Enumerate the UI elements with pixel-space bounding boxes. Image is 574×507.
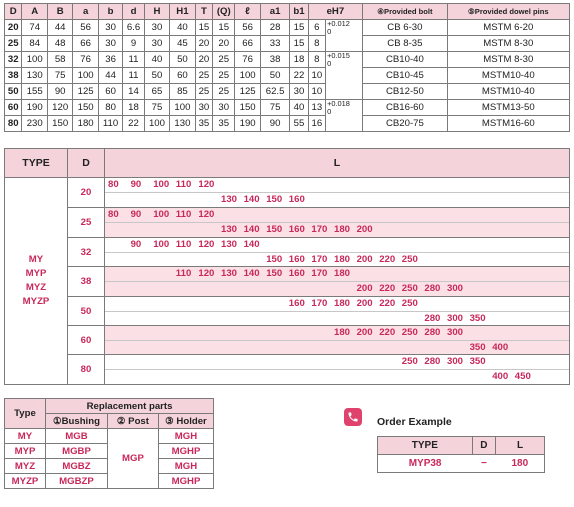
dim-header-cell: b (98, 4, 122, 20)
dim-cell: 120 (47, 100, 72, 116)
length-value: 160 (288, 253, 305, 265)
dim-cell: 38 (260, 52, 289, 68)
order-example-title: Order Example (377, 416, 452, 428)
length-d-cell: 32 (68, 238, 105, 267)
rp-post: MGP (107, 429, 158, 489)
length-d-cell: 38 (68, 267, 105, 296)
type-myzp: MYZP (22, 296, 50, 307)
length-value: 120 (198, 209, 215, 221)
dim-header-cell: ⑤Provided dowel pins (447, 4, 569, 20)
oe-d-value: − (472, 455, 495, 473)
length-value: 140 (243, 268, 260, 280)
dim-cell: CB20-75 (363, 116, 447, 132)
dim-cell: MSTM 8-30 (447, 36, 569, 52)
length-value: 170 (311, 224, 328, 236)
length-value: 250 (401, 356, 418, 368)
dim-cell: 15 (213, 20, 235, 36)
length-value: 220 (379, 283, 396, 295)
length-value: 280 (424, 312, 441, 324)
length-value: 130 (221, 238, 238, 250)
rp-type: MYZ (5, 459, 46, 474)
length-row-d25 (68, 207, 569, 237)
dim-cell: 22 (123, 116, 144, 132)
length-band-top (105, 267, 569, 281)
dim-cell: 40 (170, 20, 195, 36)
table-row (5, 100, 570, 116)
dim-cell: 10 (308, 84, 325, 100)
dim-cell: 15 (290, 36, 308, 52)
length-value: 90 (130, 209, 142, 221)
length-band-bottom (105, 369, 569, 384)
rp-holder: MGH (158, 429, 213, 444)
length-value: 110 (175, 209, 192, 221)
length-value: 110 (175, 179, 192, 190)
dimension-table-body (5, 20, 570, 132)
dim-cell: 50 (144, 68, 169, 84)
oe-type-value: MYP38 (378, 455, 473, 473)
length-value: 160 (288, 194, 305, 205)
table-row (5, 84, 570, 100)
phone-icon (344, 408, 362, 426)
rp-holder: MGHP (158, 444, 213, 459)
dim-cell: 33 (260, 36, 289, 52)
length-value: 220 (379, 297, 396, 309)
dim-header-cell: d (123, 4, 144, 20)
length-value: 200 (356, 253, 373, 265)
dim-cell: 25 (195, 68, 212, 84)
length-d-cell: 60 (68, 326, 105, 355)
dim-header-cell: ℓ (235, 4, 260, 20)
dim-header-cell: A (22, 4, 47, 20)
dim-cell: 190 (22, 100, 47, 116)
dim-cell: MSTM10-40 (447, 68, 569, 84)
dim-cell: 25 (213, 52, 235, 68)
length-value: 140 (243, 238, 260, 250)
dim-cell: 8 (308, 36, 325, 52)
dim-header-cell: T (195, 4, 212, 20)
dim-cell: 30 (195, 100, 212, 116)
length-value: 200 (356, 224, 373, 236)
length-row-d20 (68, 178, 569, 207)
dim-cell: MSTM16-60 (447, 116, 569, 132)
dim-header-cell: b1 (290, 4, 308, 20)
rp-bushing: MGBP (46, 444, 108, 459)
dim-cell: 155 (22, 84, 47, 100)
dim-cell: 190 (235, 116, 260, 132)
length-value: 450 (514, 371, 531, 383)
dim-header-cell: D (5, 4, 22, 20)
dim-header-cell: H1 (170, 4, 195, 20)
length-value: 150 (266, 224, 283, 236)
length-value: 200 (356, 297, 373, 309)
dim-cell: 9 (123, 36, 144, 52)
dim-cell: 100 (235, 68, 260, 84)
dim-d-cell: 25 (5, 36, 22, 52)
table-row (5, 20, 570, 36)
length-value: 170 (311, 253, 328, 265)
dim-cell: 20 (195, 36, 212, 52)
length-value: 170 (311, 297, 328, 309)
dim-cell: 100 (144, 116, 169, 132)
length-value: 130 (221, 194, 238, 205)
length-value: 180 (334, 268, 351, 280)
length-value: 220 (379, 253, 396, 265)
dim-cell: 16 (308, 116, 325, 132)
length-value: 350 (469, 342, 486, 353)
d-header: D (68, 149, 105, 177)
l-header: L (333, 157, 341, 169)
dim-cell: 150 (47, 116, 72, 132)
dim-cell: 55 (290, 116, 308, 132)
oe-l-header: L (496, 437, 545, 455)
dim-cell: 130 (170, 116, 195, 132)
dim-cell: 56 (235, 20, 260, 36)
length-value: 250 (401, 297, 418, 309)
length-value: 90 (130, 238, 142, 250)
dim-cell: 60 (170, 68, 195, 84)
dim-cell: 35 (195, 116, 212, 132)
dim-cell: 66 (235, 36, 260, 52)
dim-cell: 28 (260, 20, 289, 36)
dim-cell: 150 (235, 100, 260, 116)
table-row (5, 429, 214, 444)
dim-cell: 62.5 (260, 84, 289, 100)
length-value: 160 (288, 224, 305, 236)
type-myz: MYZ (25, 282, 47, 293)
dim-cell: 36 (98, 52, 122, 68)
dim-cell: 30 (98, 20, 122, 36)
dim-header-cell: ④Provided bolt (363, 4, 447, 20)
dim-cell: 74 (22, 20, 47, 36)
length-value: 220 (379, 327, 396, 338)
oe-type-header: TYPE (378, 437, 473, 455)
length-value: 100 (153, 238, 170, 250)
length-value: 160 (288, 268, 305, 280)
length-value: 300 (447, 283, 464, 295)
dim-cell: 125 (73, 84, 98, 100)
rp-bushing: MGBZ (46, 459, 108, 474)
tolerance-cell: +0.012 0 (326, 20, 363, 52)
dim-cell: 100 (73, 68, 98, 84)
dim-cell: 6.6 (123, 20, 144, 36)
dim-cell: 45 (170, 36, 195, 52)
length-value: 400 (492, 371, 509, 383)
dim-cell: 125 (235, 84, 260, 100)
dim-cell: 40 (290, 100, 308, 116)
length-value: 100 (153, 209, 170, 221)
dim-cell: 50 (260, 68, 289, 84)
dim-cell: CB12-50 (363, 84, 447, 100)
dim-cell: 11 (123, 52, 144, 68)
rp-type: MY (5, 429, 46, 444)
dim-header-cell: a (73, 4, 98, 20)
dim-cell: 25 (213, 68, 235, 84)
dim-cell: 30 (144, 36, 169, 52)
dim-cell: 30 (213, 100, 235, 116)
length-value: 280 (424, 327, 441, 338)
rp-type: MYP (5, 444, 46, 459)
length-value: 120 (198, 179, 215, 190)
order-example-table (377, 436, 545, 473)
length-value: 250 (401, 327, 418, 338)
dim-d-cell: 50 (5, 84, 22, 100)
dim-cell: 150 (73, 100, 98, 116)
dim-cell: 100 (170, 100, 195, 116)
length-value: 110 (175, 268, 192, 280)
dim-cell: 48 (47, 36, 72, 52)
length-value: 300 (447, 356, 464, 368)
length-band-bottom (105, 281, 569, 296)
dim-cell: 84 (22, 36, 47, 52)
dim-cell: 18 (123, 100, 144, 116)
dim-cell: 56 (73, 20, 98, 36)
length-band-top (105, 355, 569, 369)
length-row-d50 (68, 296, 569, 326)
dim-d-cell: 32 (5, 52, 22, 68)
dim-cell: 25 (213, 84, 235, 100)
dim-cell: 85 (170, 84, 195, 100)
length-band-top (105, 326, 569, 340)
dim-cell: 44 (98, 68, 122, 84)
length-value: 280 (424, 283, 441, 295)
length-table-body (4, 178, 570, 385)
length-value: 130 (221, 224, 238, 236)
dim-cell: 75 (260, 100, 289, 116)
rp-post-header: ② Post (107, 414, 158, 429)
dim-cell: 25 (195, 84, 212, 100)
dim-cell: 100 (22, 52, 47, 68)
type-list (5, 178, 68, 384)
dim-cell: 15 (195, 20, 212, 36)
length-value: 350 (469, 356, 486, 368)
length-value: 100 (153, 179, 170, 190)
length-band-bottom (105, 311, 569, 326)
table-row (5, 116, 570, 132)
dim-cell: 90 (47, 84, 72, 100)
dim-cell: 44 (47, 20, 72, 36)
length-row-d80 (68, 354, 569, 384)
dim-cell: 76 (73, 52, 98, 68)
length-value: 90 (130, 179, 142, 190)
length-value: 140 (243, 224, 260, 236)
length-value: 400 (492, 342, 509, 353)
length-value: 180 (334, 327, 351, 338)
dim-cell: 15 (290, 20, 308, 36)
length-d-cell: 25 (68, 208, 105, 237)
dim-cell: 8 (308, 52, 325, 68)
dim-cell: 14 (123, 84, 144, 100)
length-value: 80 (108, 209, 119, 221)
dim-cell: 90 (260, 116, 289, 132)
rp-holder: MGH (158, 459, 213, 474)
oe-l-value: 180 (496, 455, 545, 473)
dim-cell: 76 (235, 52, 260, 68)
dim-cell: 11 (123, 68, 144, 84)
length-band-bottom (105, 252, 569, 267)
length-value: 180 (334, 297, 351, 309)
length-value: 350 (469, 312, 486, 324)
dim-cell: CB 6-30 (363, 20, 447, 36)
dim-cell: 40 (144, 52, 169, 68)
length-value: 160 (288, 297, 305, 309)
rp-holder-header: ③ Holder (158, 414, 213, 429)
dim-cell: 30 (144, 20, 169, 36)
dim-header-cell: B (47, 4, 72, 20)
length-value: 120 (198, 238, 215, 250)
tolerance-cell: +0.018 0 (326, 100, 363, 132)
rp-bushing: MGBZP (46, 474, 108, 489)
table-row (5, 68, 570, 84)
dim-cell: MSTM 6-20 (447, 20, 569, 36)
table-row (5, 52, 570, 68)
dim-cell: CB10-45 (363, 68, 447, 84)
length-band-top (105, 297, 569, 311)
length-value: 200 (356, 283, 373, 295)
dim-cell: 20 (195, 52, 212, 68)
dim-d-cell: 60 (5, 100, 22, 116)
length-row-d32 (68, 237, 569, 267)
dim-cell: 110 (98, 116, 122, 132)
dim-header-cell: a1 (260, 4, 289, 20)
dim-cell: 130 (22, 68, 47, 84)
oe-d-header: D (472, 437, 495, 455)
length-band-bottom (105, 340, 569, 355)
length-value: 80 (108, 179, 119, 190)
rp-bushing: MGB (46, 429, 108, 444)
type-header: TYPE (5, 149, 68, 177)
length-band-bottom (105, 192, 569, 207)
dim-cell: 35 (213, 116, 235, 132)
dim-header-cell: eH7 (308, 4, 363, 20)
type-myp: MYP (25, 268, 47, 279)
dim-cell: 30 (98, 36, 122, 52)
dim-cell: MSTM10-40 (447, 84, 569, 100)
dim-cell: 60 (98, 84, 122, 100)
replacement-parts-table (4, 398, 214, 489)
dim-cell: 65 (144, 84, 169, 100)
type-my: MY (28, 254, 44, 265)
rp-holder: MGHP (158, 474, 213, 489)
length-band-top (105, 178, 569, 192)
length-value: 250 (401, 253, 418, 265)
dim-cell: 230 (22, 116, 47, 132)
length-value: 250 (401, 283, 418, 295)
table-row (5, 36, 570, 52)
dim-cell: 75 (144, 100, 169, 116)
rp-type-header: Type (5, 399, 46, 429)
length-band-bottom (105, 222, 569, 237)
dim-cell: 13 (308, 100, 325, 116)
length-value: 170 (311, 268, 328, 280)
length-band-top (105, 208, 569, 222)
rp-bushing-header: ①Bushing (46, 414, 108, 429)
rp-group-header: Replacement parts (46, 399, 214, 414)
dim-header-cell: (Q) (213, 4, 235, 20)
length-value: 110 (175, 238, 192, 250)
length-value: 180 (334, 224, 351, 236)
length-table-header (4, 148, 570, 178)
length-table (4, 148, 570, 385)
length-row-d38 (68, 266, 569, 296)
dim-cell: 58 (47, 52, 72, 68)
length-band-top (105, 238, 569, 252)
dim-cell: 22 (290, 68, 308, 84)
dim-cell: 75 (47, 68, 72, 84)
dim-cell: 180 (73, 116, 98, 132)
length-row-d60 (68, 325, 569, 355)
length-d-cell: 20 (68, 178, 105, 207)
length-value: 180 (334, 253, 351, 265)
dim-cell: 6 (308, 20, 325, 36)
dim-cell: CB 8-35 (363, 36, 447, 52)
length-d-cell: 50 (68, 297, 105, 326)
dim-d-cell: 20 (5, 20, 22, 36)
dim-cell: 18 (290, 52, 308, 68)
dim-cell: MSTM 8-30 (447, 52, 569, 68)
dim-cell: 10 (308, 68, 325, 84)
length-value: 280 (424, 356, 441, 368)
dimension-table (4, 3, 570, 132)
length-value: 150 (266, 253, 283, 265)
length-value: 150 (266, 194, 283, 205)
length-value: 130 (221, 268, 238, 280)
table-row (378, 455, 545, 473)
dim-cell: 50 (170, 52, 195, 68)
length-value: 300 (447, 312, 464, 324)
length-value: 300 (447, 327, 464, 338)
length-value: 140 (243, 194, 260, 205)
dim-cell: 80 (98, 100, 122, 116)
dim-d-cell: 38 (5, 68, 22, 84)
length-d-cell: 80 (68, 355, 105, 384)
dim-d-cell: 80 (5, 116, 22, 132)
dimension-header-row (5, 4, 570, 20)
length-value: 150 (266, 268, 283, 280)
tolerance-cell: +0.015 0 (326, 52, 363, 100)
dim-header-cell: H (144, 4, 169, 20)
dim-cell: 66 (73, 36, 98, 52)
dim-cell: CB16-60 (363, 100, 447, 116)
dim-cell: 20 (213, 36, 235, 52)
dim-cell: MSTM13-50 (447, 100, 569, 116)
dim-cell: CB10-40 (363, 52, 447, 68)
length-value: 200 (356, 327, 373, 338)
rp-type: MYZP (5, 474, 46, 489)
dim-cell: 30 (290, 84, 308, 100)
length-value: 120 (198, 268, 215, 280)
